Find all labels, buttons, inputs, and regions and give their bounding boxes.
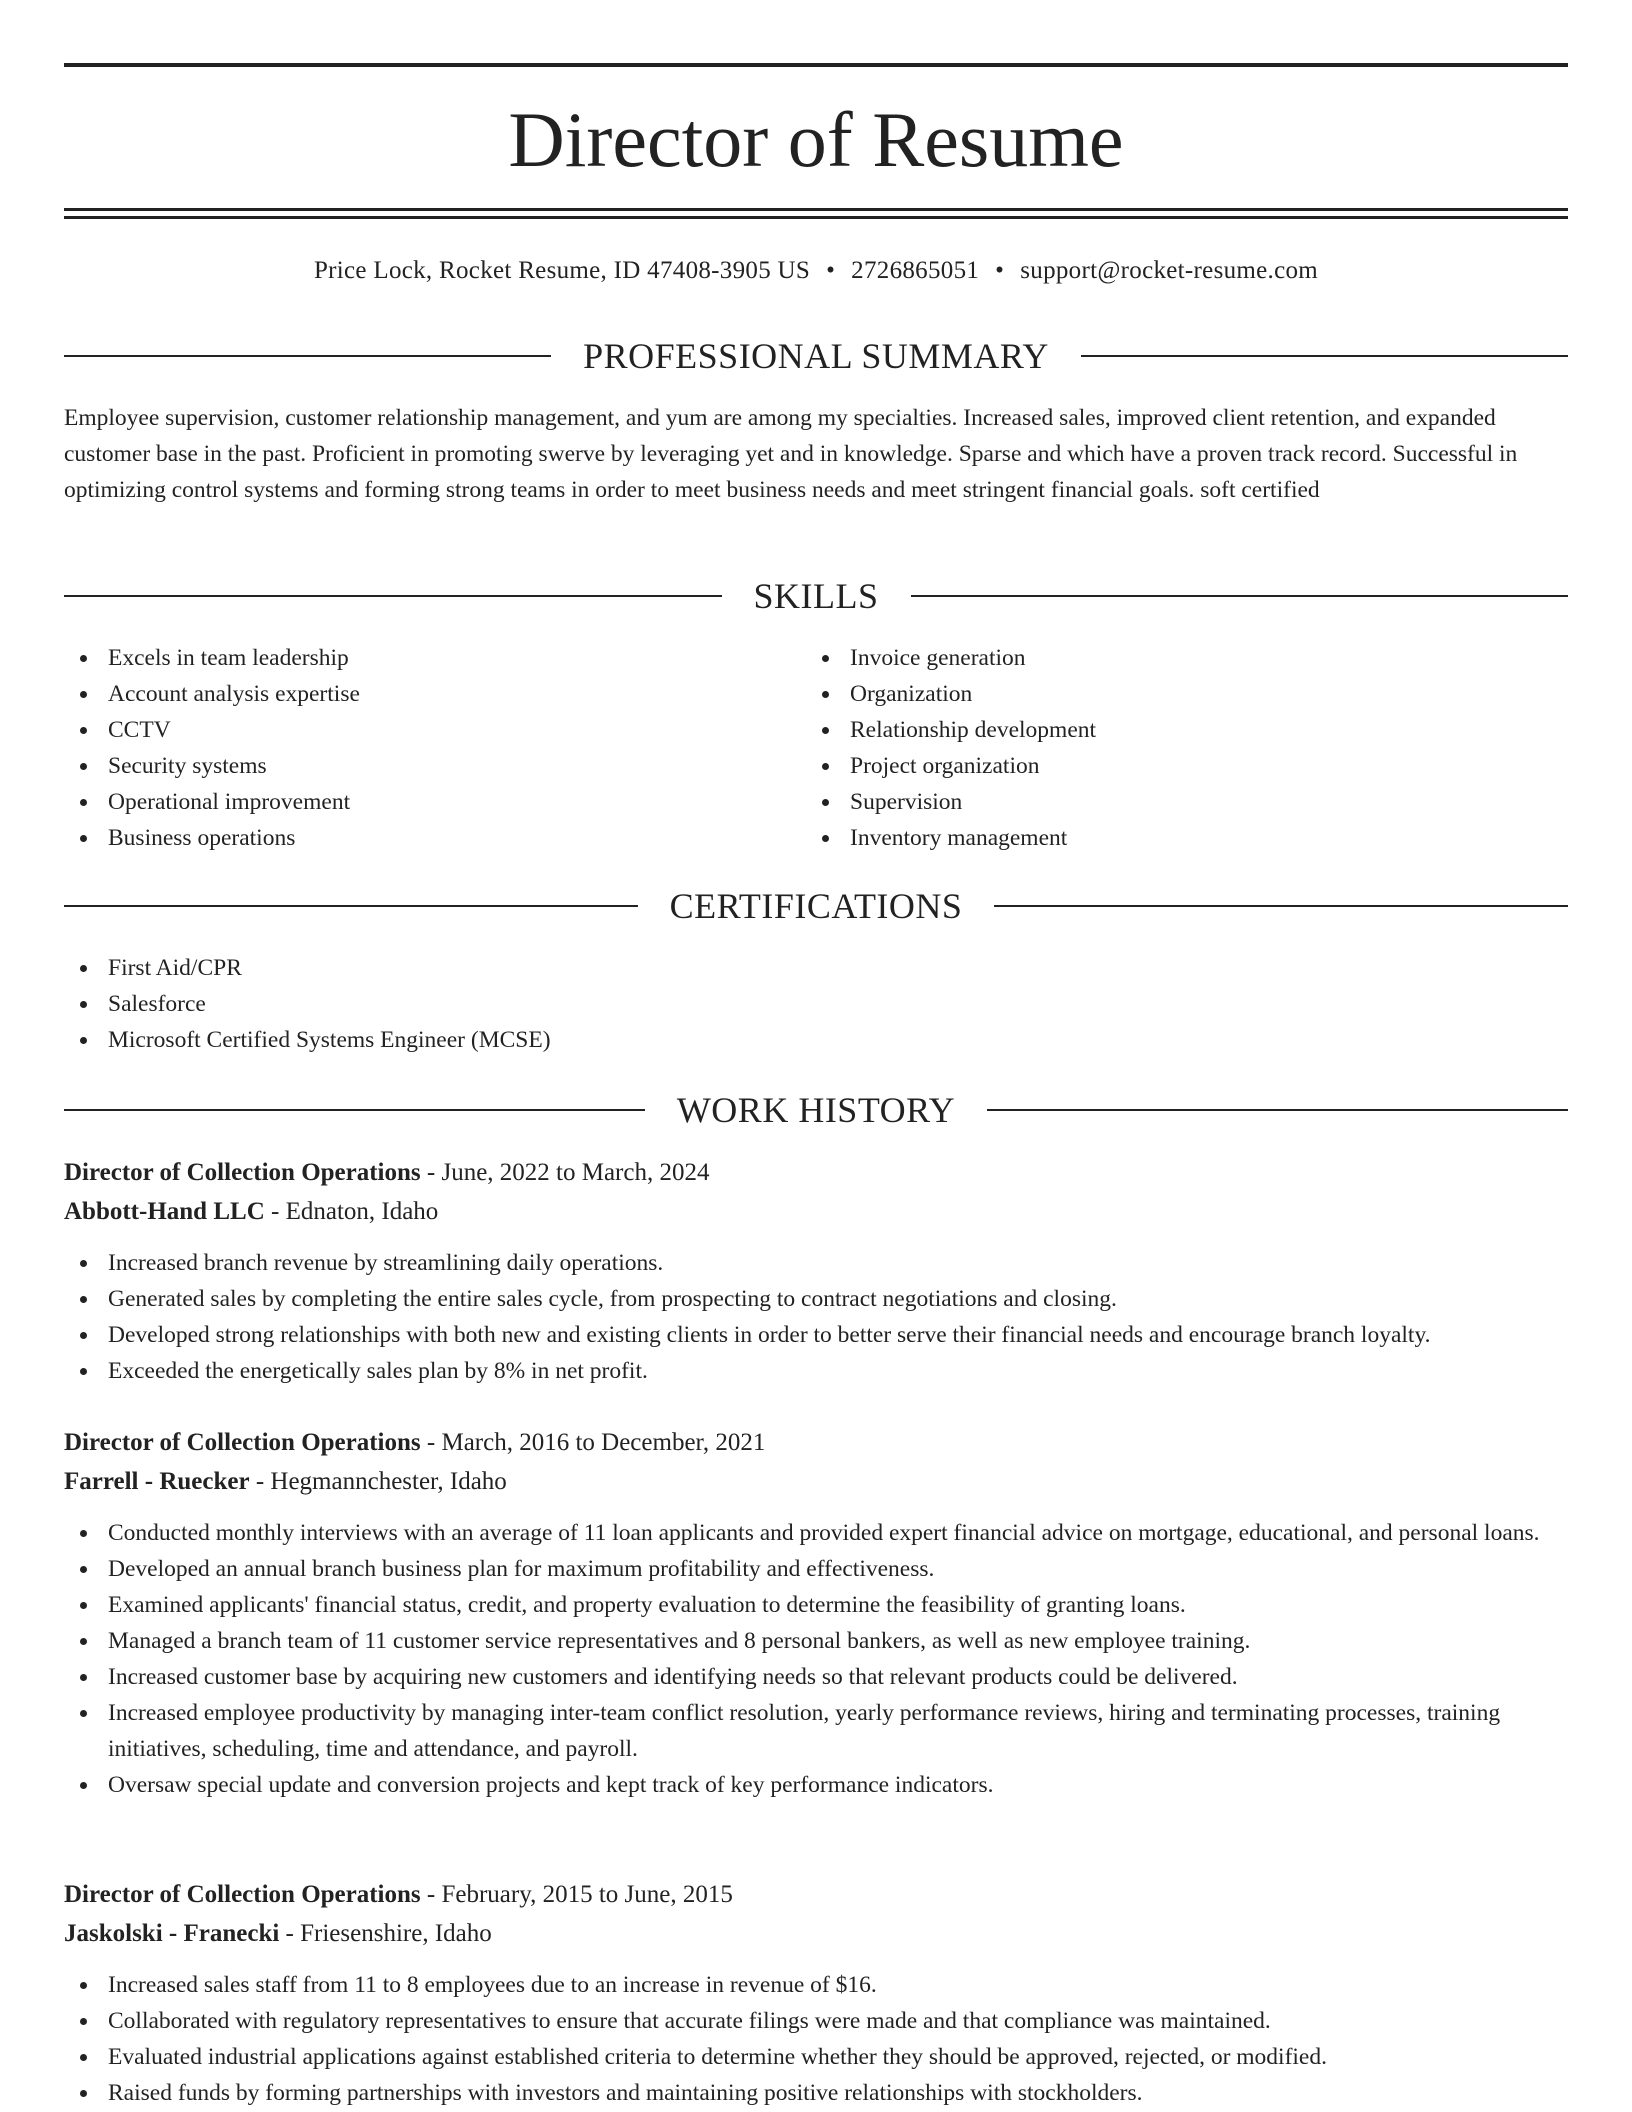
job-bullet: Generated sales by completing the entire sales cycle, from prospecting to contract negotiations and closing. bbox=[64, 1281, 1568, 1317]
heading-rule bbox=[64, 1109, 645, 1111]
certification-item: Salesforce bbox=[64, 986, 1568, 1022]
skills-column-right bbox=[806, 640, 1506, 856]
section-heading-skills bbox=[64, 574, 1568, 618]
skill-item: Inventory management bbox=[806, 820, 1506, 856]
job-entry bbox=[64, 1876, 1568, 2111]
skill-item: Excels in team leadership bbox=[64, 640, 764, 676]
job-bullet: Managed a branch team of 11 customer service representatives and 8 personal bankers, as well as new employee training. bbox=[64, 1623, 1568, 1659]
contact-separator: • bbox=[995, 257, 1005, 284]
job-bullet: Developed strong relationships with both new and existing clients in order to better serve their financial needs and encourage branch loyalty. bbox=[64, 1317, 1568, 1353]
job-role: Director of Collection Operations bbox=[64, 1881, 421, 1908]
skill-item: Organization bbox=[806, 676, 1506, 712]
job-location: - Friesenshire, Idaho bbox=[279, 1920, 492, 1947]
heading-rule bbox=[1081, 355, 1568, 357]
job-role: Director of Collection Operations bbox=[64, 1429, 421, 1456]
job-bullet: Raised funds by forming partnerships with investors and maintaining positive relationships with stockholders. bbox=[64, 2075, 1568, 2111]
skills-column-left bbox=[64, 640, 764, 856]
job-dates: - February, 2015 to June, 2015 bbox=[420, 1881, 733, 1908]
heading-rule bbox=[911, 595, 1569, 597]
job-bullet: Increased employee productivity by managing inter-team conflict resolution, yearly performance reviews, hiring and terminating processes, training initiatives, scheduling, time and attendance, and payroll. bbox=[64, 1695, 1568, 1767]
job-bullet: Examined applicants' financial status, credit, and property evaluation to determine the feasibility of granting loans. bbox=[64, 1587, 1568, 1623]
section-title: WORK HISTORY bbox=[676, 1090, 956, 1130]
heading-rule bbox=[64, 905, 638, 907]
job-title-line bbox=[64, 1154, 1568, 1192]
job-dates: - June, 2022 to March, 2024 bbox=[420, 1159, 710, 1186]
skill-item: CCTV bbox=[64, 712, 764, 748]
job-entry bbox=[64, 1424, 1568, 1803]
job-company: Jaskolski - Franecki bbox=[64, 1920, 280, 1947]
job-bullet: Conducted monthly interviews with an average of 11 loan applicants and provided expert financial advice on mortgage, educational, and personal loans. bbox=[64, 1515, 1568, 1551]
skill-item: Operational improvement bbox=[64, 784, 764, 820]
section-title: PROFESSIONAL SUMMARY bbox=[583, 336, 1049, 376]
heading-rule bbox=[64, 355, 551, 357]
certifications-list bbox=[64, 950, 1568, 1058]
job-bullet: Evaluated industrial applications against established criteria to determine whether they should be approved, rejected, or modified. bbox=[64, 2039, 1568, 2075]
job-title-line bbox=[64, 1876, 1568, 1914]
section-title: CERTIFICATIONS bbox=[669, 886, 963, 926]
job-dates: - March, 2016 to December, 2021 bbox=[420, 1429, 766, 1456]
skill-item: Account analysis expertise bbox=[64, 676, 764, 712]
job-bullet: Collaborated with regulatory representatives to ensure that accurate filings were made and that compliance was maintained. bbox=[64, 2003, 1568, 2039]
summary-text: Employee supervision, customer relationship management, and yum are among my specialties. Increased sales, improved client retention, and expanded customer base in the past. Proficient in promoting swerve by leveraging yet and in knowledge. Sparse and which have a proven track record. Successful in optimizing control systems and forming strong teams in order to meet business needs and meet stringent financial goals. soft certified bbox=[64, 405, 1518, 503]
job-bullet: Increased branch revenue by streamlining daily operations. bbox=[64, 1245, 1568, 1281]
job-company-line bbox=[64, 1915, 1568, 1953]
job-company-line bbox=[64, 1463, 1568, 1501]
section-heading-work-history bbox=[64, 1088, 1568, 1132]
header-rule-upper bbox=[64, 208, 1568, 211]
skill-item: Business operations bbox=[64, 820, 764, 856]
skill-item: Relationship development bbox=[806, 712, 1506, 748]
heading-rule bbox=[994, 905, 1568, 907]
contact-address: Price Lock, Rocket Resume, ID 47408-3905 US bbox=[313, 257, 811, 284]
job-bullet: Increased customer base by acquiring new customers and identifying needs so that relevant products could be delivered. bbox=[64, 1659, 1568, 1695]
section-heading-certifications bbox=[64, 884, 1568, 928]
contact-phone: 2726865051 bbox=[851, 257, 980, 284]
job-role: Director of Collection Operations bbox=[64, 1159, 421, 1186]
page-title: Director of Resume bbox=[508, 96, 1124, 183]
contact-email: support@rocket-resume.com bbox=[1020, 257, 1319, 284]
job-company: Abbott-Hand LLC bbox=[64, 1198, 265, 1225]
skill-item: Supervision bbox=[806, 784, 1506, 820]
job-company-line bbox=[64, 1193, 1568, 1231]
section-heading-summary bbox=[64, 334, 1568, 378]
heading-rule bbox=[64, 595, 722, 597]
job-title-line bbox=[64, 1424, 1568, 1462]
job-location: - Ednaton, Idaho bbox=[264, 1198, 439, 1225]
job-location: - Hegmannchester, Idaho bbox=[249, 1468, 507, 1495]
skill-item: Project organization bbox=[806, 748, 1506, 784]
certification-item: Microsoft Certified Systems Engineer (MCSE) bbox=[64, 1022, 1568, 1058]
job-bullet: Oversaw special update and conversion projects and kept track of key performance indicators. bbox=[64, 1767, 1568, 1803]
contact-line bbox=[64, 253, 1568, 289]
job-bullet: Exceeded the energetically sales plan by 8% in net profit. bbox=[64, 1353, 1568, 1389]
heading-rule bbox=[987, 1109, 1568, 1111]
job-bullet: Developed an annual branch business plan for maximum profitability and effectiveness. bbox=[64, 1551, 1568, 1587]
skill-item: Invoice generation bbox=[806, 640, 1506, 676]
certification-item: First Aid/CPR bbox=[64, 950, 1568, 986]
header-rule-lower bbox=[64, 216, 1568, 219]
job-bullet: Increased sales staff from 11 to 8 employees due to an increase in revenue of $16. bbox=[64, 1967, 1568, 2003]
contact-separator: • bbox=[826, 257, 836, 284]
section-title: SKILLS bbox=[753, 576, 879, 616]
job-company: Farrell - Ruecker bbox=[64, 1468, 250, 1495]
skill-item: Security systems bbox=[64, 748, 764, 784]
job-entry bbox=[64, 1154, 1568, 1389]
header-top-rule bbox=[64, 63, 1568, 67]
